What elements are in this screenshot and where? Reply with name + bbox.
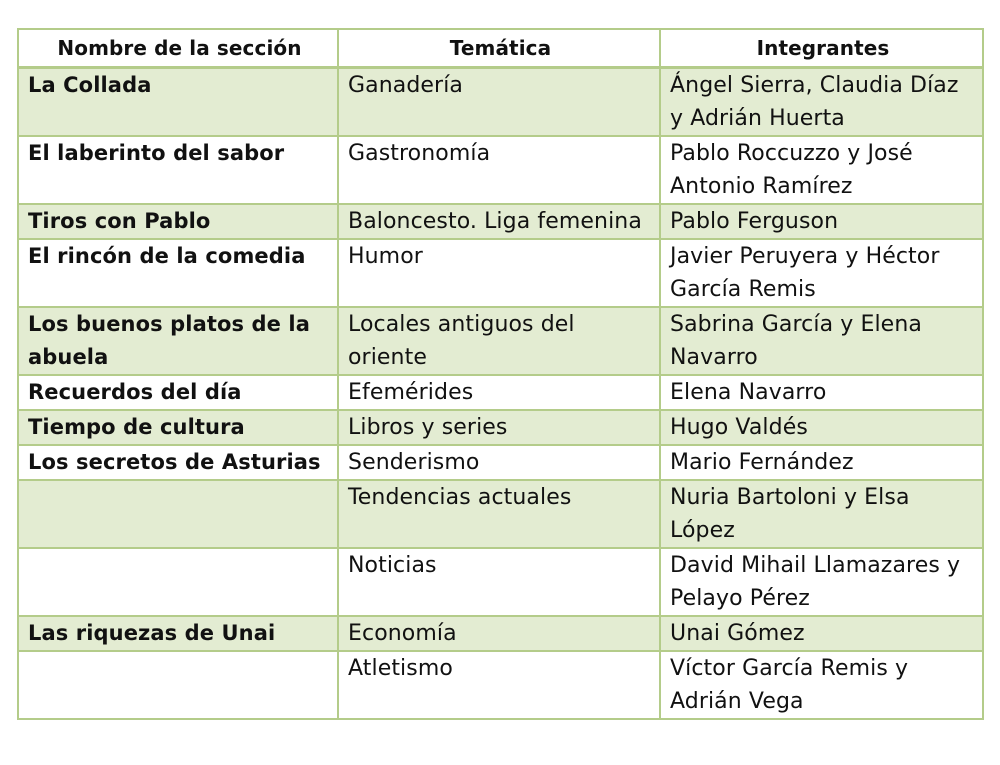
section-name-cell xyxy=(18,651,338,719)
table-row xyxy=(18,616,983,651)
theme-cell: Humor xyxy=(338,239,660,307)
section-name-cell: Recuerdos del día xyxy=(18,375,338,410)
theme-cell: Economía xyxy=(338,616,660,651)
section-name-cell: El rincón de la comedia xyxy=(18,239,338,307)
table-row xyxy=(18,480,983,548)
table-row xyxy=(18,548,983,616)
section-name-cell: El laberinto del sabor xyxy=(18,136,338,204)
section-name-cell: Los secretos de Asturias xyxy=(18,445,338,480)
section-name-cell: Los buenos platos de la abuela xyxy=(18,307,338,375)
table-row xyxy=(18,307,983,375)
section-name-cell: La Collada xyxy=(18,68,338,137)
section-name-cell: Tiros con Pablo xyxy=(18,204,338,239)
section-name-cell: Las riquezas de Unai xyxy=(18,616,338,651)
section-name-cell xyxy=(18,480,338,548)
table-row xyxy=(18,68,983,137)
members-cell: Pablo Roccuzzo y José Antonio Ramírez xyxy=(660,136,983,204)
theme-cell: Senderismo xyxy=(338,445,660,480)
theme-cell: Atletismo xyxy=(338,651,660,719)
theme-cell: Efemérides xyxy=(338,375,660,410)
theme-cell: Baloncesto. Liga femenina xyxy=(338,204,660,239)
header-row xyxy=(18,29,983,68)
theme-cell: Gastronomía xyxy=(338,136,660,204)
theme-cell: Ganadería xyxy=(338,68,660,137)
section-name-cell xyxy=(18,548,338,616)
members-cell: Javier Peruyera y Héctor García Remis xyxy=(660,239,983,307)
column-header-theme: Temática xyxy=(338,29,660,68)
sections-table xyxy=(17,28,984,720)
theme-cell: Tendencias actuales xyxy=(338,480,660,548)
table-row xyxy=(18,445,983,480)
members-cell: Mario Fernández xyxy=(660,445,983,480)
members-cell: Hugo Valdés xyxy=(660,410,983,445)
members-cell: David Mihail Llamazares y Pelayo Pérez xyxy=(660,548,983,616)
theme-cell: Libros y series xyxy=(338,410,660,445)
members-cell: Unai Gómez xyxy=(660,616,983,651)
table-row xyxy=(18,375,983,410)
members-cell: Pablo Ferguson xyxy=(660,204,983,239)
members-cell: Elena Navarro xyxy=(660,375,983,410)
members-cell: Sabrina García y Elena Navarro xyxy=(660,307,983,375)
table-row xyxy=(18,239,983,307)
table-row xyxy=(18,136,983,204)
members-cell: Nuria Bartoloni y Elsa López xyxy=(660,480,983,548)
members-cell: Ángel Sierra, Claudia Díaz y Adrián Huerta xyxy=(660,68,983,137)
table-row xyxy=(18,204,983,239)
members-cell: Víctor García Remis y Adrián Vega xyxy=(660,651,983,719)
table-row xyxy=(18,651,983,719)
column-header-members: Integrantes xyxy=(660,29,983,68)
table-row xyxy=(18,410,983,445)
column-header-section-name: Nombre de la sección xyxy=(18,29,338,68)
section-name-cell: Tiempo de cultura xyxy=(18,410,338,445)
theme-cell: Noticias xyxy=(338,548,660,616)
theme-cell: Locales antiguos del oriente xyxy=(338,307,660,375)
